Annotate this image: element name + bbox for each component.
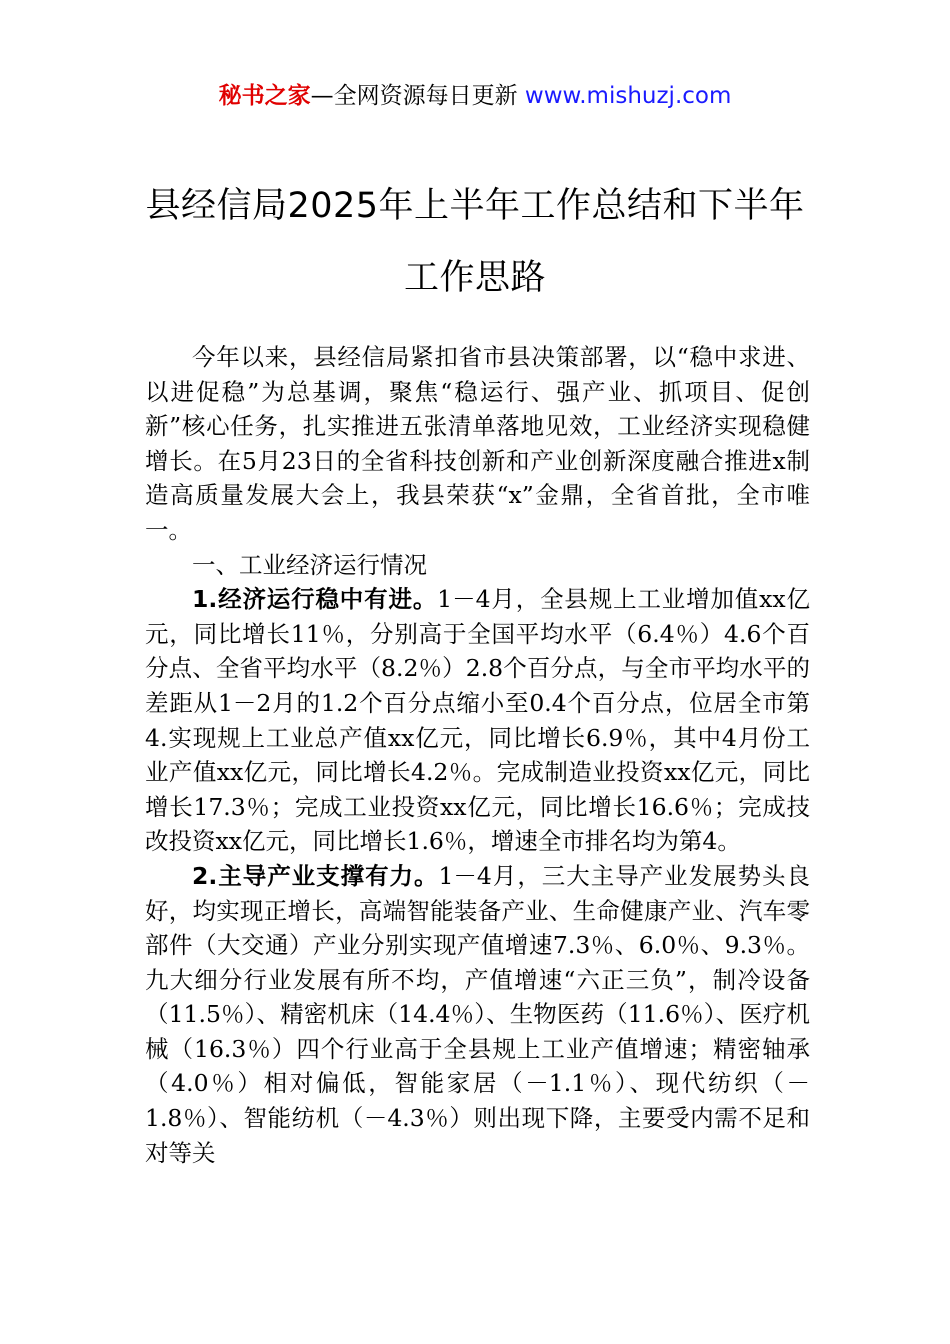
document-title-line-2: 工作思路 [403,258,546,298]
site-brand: 秘书之家 [218,83,311,109]
item-1-lead: 1.经济运行稳中有进。 [192,585,438,614]
intro-paragraph: 今年以来，县经信局紧扣省市县决策部署，以“稳中求进、以进促稳”为总基调，聚焦“稳运行、强产业、抓项目、促创新”核心任务，扎实推进五张清单落地见效，工业经济实现稳健增长。在5月23日的全省科技创新和产业创新深度融合推进x制造高质量发展大会上，我县荣获“x”金鼎，全省首批，全市唯一。 [145,343,810,544]
site-header [0,78,950,114]
item-paragraph-2 [145,859,810,1170]
document-title-line-1: 县经信局2025年上半年工作总结和下半年 [145,186,805,226]
site-url-link[interactable]: www.mishuzj.com [524,83,732,109]
document-body [145,340,810,1170]
item-2-lead: 2.主导产业支撑有力。 [192,861,439,890]
document-title [60,170,890,314]
item-paragraph-1 [145,582,810,859]
section-heading-1: 一、工业经济运行情况 [192,550,427,579]
item-2-text: 1－4月，三大主导产业发展势头良好，均实现正增长，高端智能装备产业、生命健康产业、汽车零部件（大交通）产业分别实现产值增速7.3％、6.0％、9.3％。九大细分行业发展有所不均，产值增速“六正三负”，制冷设备（11.5％）、精密机床（14.4％）、生物医药（11.6％）、医疗机械（16.3％）四个行业高于全县规上工业产值增速；精密轴承（4.0％）相对偏低，智能家居（－1.1％）、现代纺织（－1.8％）、智能纺机（－4.3％）则出现下降，主要受内需不足和对等关 [145,861,810,1167]
site-tagline: —全网资源每日更新 [310,83,525,109]
item-1-text: 1－4月，全县规上工业增加值xx亿元，同比增长11％，分别高于全国平均水平（6.4％）4.6个百分点、全省平均水平（8.2％）2.8个百分点，与全市平均水平的差距从1－2月的1.2个百分点缩小至0.4个百分点，位居全市第4.实现规上工业总产值xx亿元，同比增长6.9％，其中4月份工业产值xx亿元，同比增长4.2％。完成制造业投资xx亿元，同比增长17.3％；完成工业投资xx亿元，同比增长16.6％；完成技改投资xx亿元，同比增长1.6％，增速全市排名均为第4。 [145,585,810,856]
